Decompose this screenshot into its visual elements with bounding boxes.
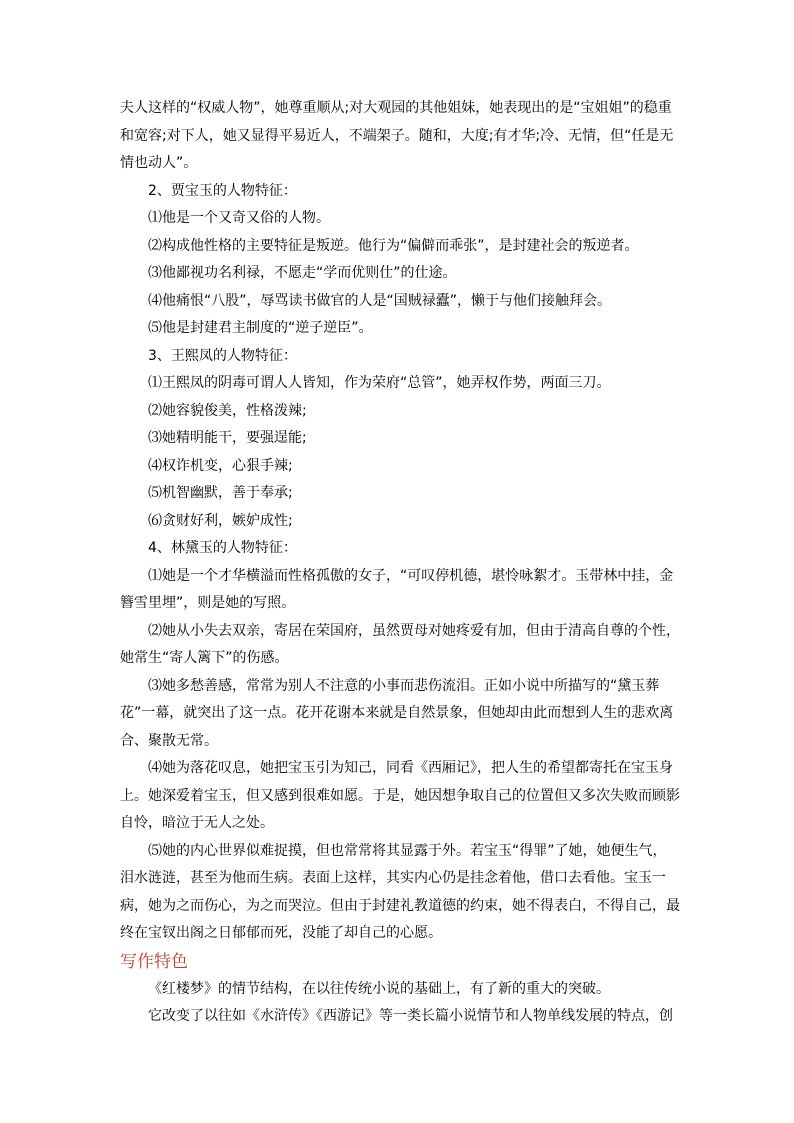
- paragraph: ⑵她容貌俊美，性格泼辣;: [148, 402, 307, 419]
- paragraph: 2、贾宝玉的人物特征：: [148, 182, 297, 199]
- paragraph: ⑷他痛恨“八股”，辱骂读书做官的人是“国贼禄蠹”，懒于与他们接触拜会。: [148, 292, 612, 309]
- paragraph: ⑸他是封建君主制度的“逆子逆臣”。: [148, 320, 373, 336]
- paragraph: ⑵构成他性格的主要特征是叛逆。他行为“偏僻而乖张”，是封建社会的叛逆者。: [148, 237, 639, 254]
- paragraph: ⑷她为落花叹息，她把宝玉引为知己，同看《西厢记》，把人生的希望都寄托在宝玉身上。她深爱着宝玉，但又感到很难如愿。于是，她因想争取自己的位置但又多次失败而顾影自怜，暗泣于无人之处。: [120, 760, 680, 831]
- paragraph: 它改变了以往如《水浒传》《西游记》等一类长篇小说情节和人物单线发展的特点，创: [148, 1008, 673, 1024]
- document-page: [120, 95, 680, 1031]
- paragraph: ⑶他鄙视功名利禄，不愿走“学而优则仕”的仕途。: [148, 265, 457, 281]
- paragraph: ⑷权诈机变，心狠手辣;: [148, 457, 293, 474]
- character-traits-section: [120, 95, 680, 948]
- paragraph: ⑸机智幽默，善于奉承;: [148, 485, 293, 501]
- paragraph: ⑴他是一个又奇又俗的人物。: [148, 210, 330, 226]
- paragraph: ⑹贪财好利，嫉妒成性;: [148, 512, 293, 529]
- paragraph: ⑸她的内心世界似难捉摸，但也常常将其显露于外。若宝玉“得罪”了她，她便生气，泪水涟涟，甚至为他而生病。表面上这样，其实内心仍是挂念着他，借口去看他。宝玉一病，她为之而伤心，为之而哭泣。但由于封建礼教道德的约束，她不得表白，不得自己，最终在宝钗出阁之日郁郁而死，没能了却自己的心愿。: [120, 842, 680, 941]
- paragraph: ⑶她精明能干，要强逞能;: [148, 430, 307, 446]
- paragraph: 3、王熙凤的人物特征：: [148, 347, 297, 364]
- paragraph: ⑴她是一个才华横溢而性格孤傲的女子，“可叹停机德，堪怜咏絮才。玉带林中挂，金簪雪里埋”，则是她的写照。: [120, 567, 674, 611]
- paragraph: ⑵她从小失去双亲，寄居在荣国府，虽然贾母对她疼爱有加，但由于清高自尊的个性，她常生“寄人篱下”的伤感。: [120, 622, 680, 666]
- section-heading: 写作特色: [120, 951, 188, 972]
- writing-features-section: [120, 976, 680, 1031]
- paragraph: ⑴王熙凤的阴毒可谓人人皆知，作为荣府“总管”，她弄权作势，两面三刀。: [148, 375, 611, 391]
- paragraph: 夫人这样的“权威人物”，她尊重顺从;对大观园的其他姐妹，她表现出的是“宝姐姐”的稳重和宽容;对下人，她又显得平易近人，不端架子。随和，大度;有才华;冷、无情，但“任是无情也动人”。: [120, 100, 674, 171]
- paragraph: ⑶她多愁善感，常常为别人不注意的小事而悲伤流泪。正如小说中所描写的“黛玉葬花”一幕，就突出了这一点。花开花谢本来就是自然景象，但她却由此而想到人生的悲欢离合、聚散无常。: [120, 677, 674, 749]
- paragraph: 4、林黛玉的人物特征：: [148, 540, 297, 556]
- paragraph: 《红楼梦》的情节结构，在以往传统小说的基础上，有了新的重大的突破。: [148, 980, 610, 997]
